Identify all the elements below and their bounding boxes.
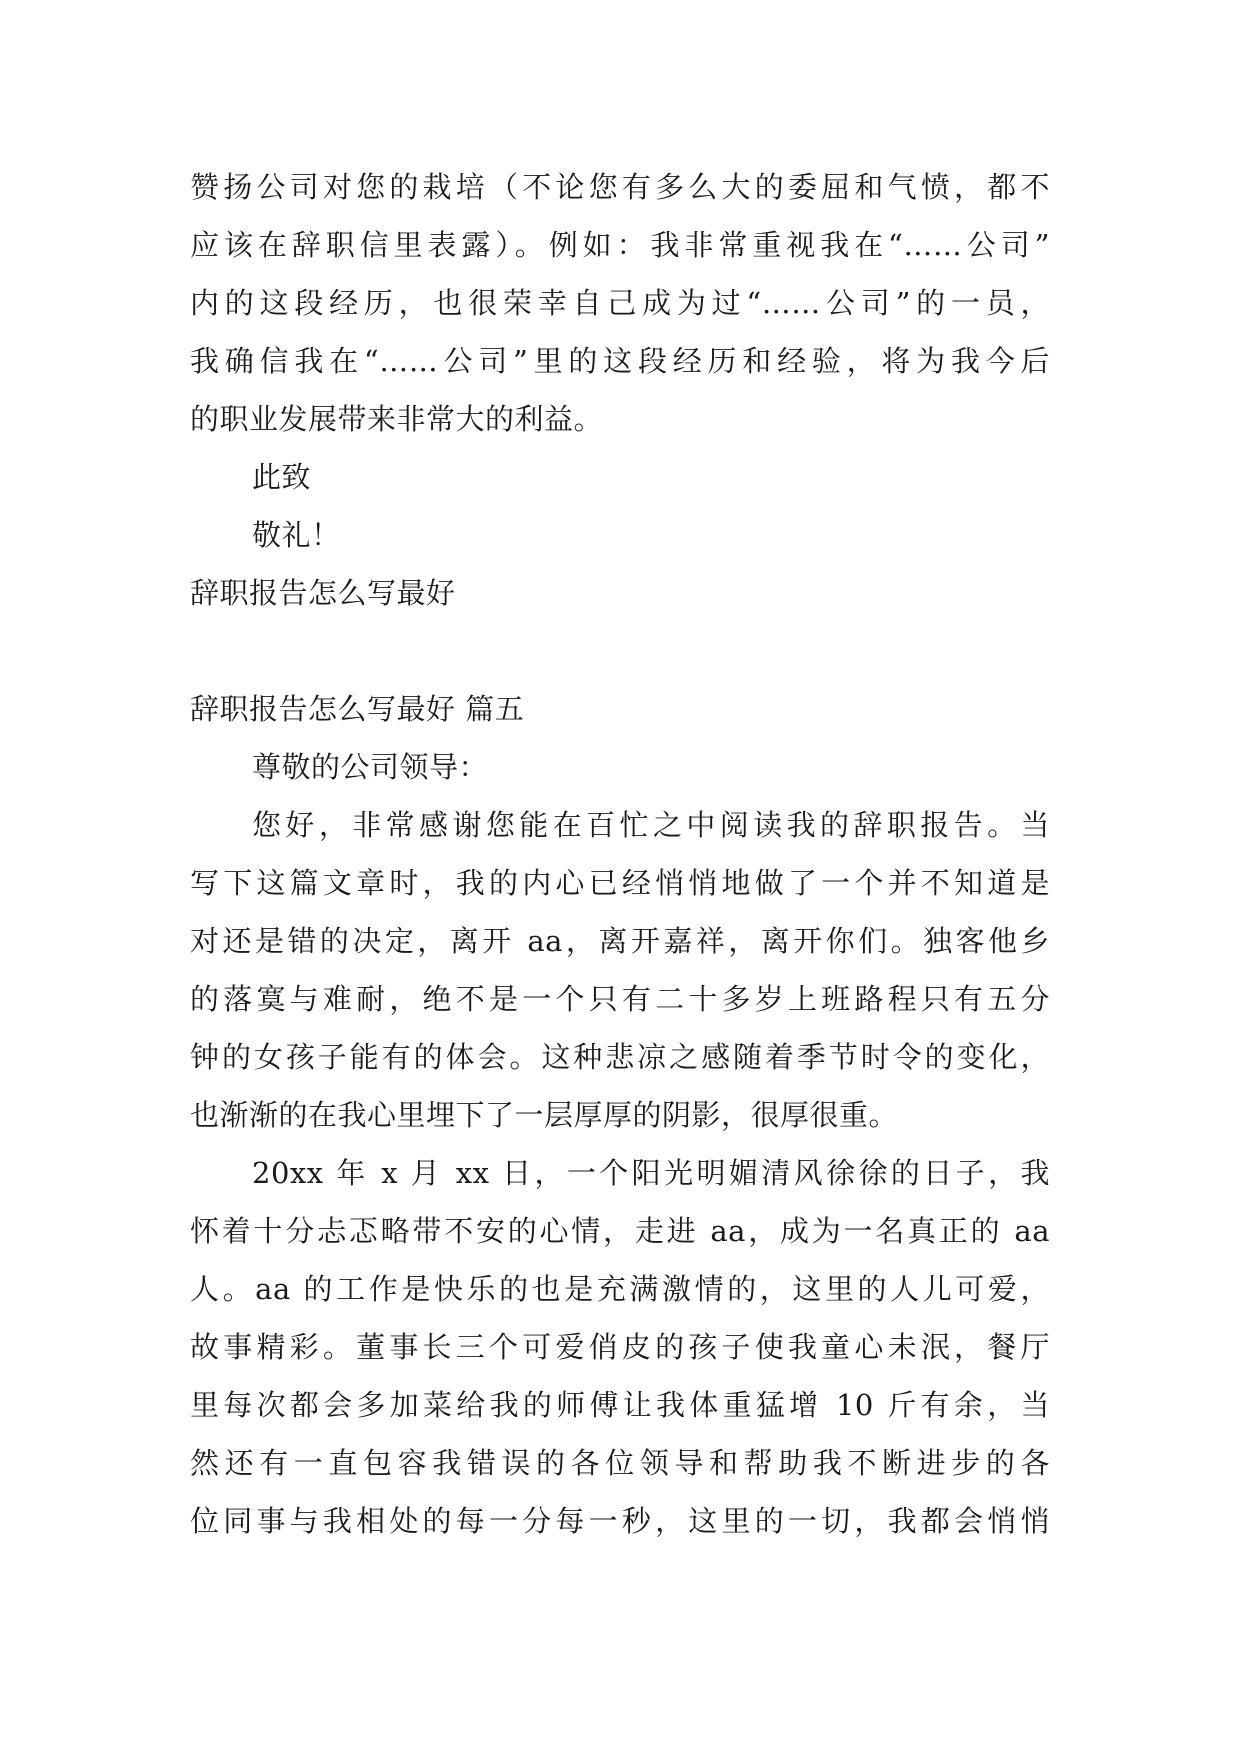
spacer	[190, 622, 1050, 680]
document-body	[190, 158, 1050, 1550]
text-line: 的落寞与难耐，绝不是一个只有二十多岁上班路程只有五分	[190, 982, 1050, 1016]
text-line: 人。aa 的工作是快乐的也是充满激情的，这里的人儿可爱，	[190, 1272, 1050, 1306]
text-line: 怀着十分忐忑略带不安的心情，走进 aa，成为一名真正的 aa	[190, 1214, 1050, 1248]
text-line: 20xx 年 x 月 xx 日，一个阳光明媚清风徐徐的日子，我	[252, 1156, 1050, 1190]
closing-salutation: 此致	[252, 460, 312, 494]
letter-greeting: 尊敬的公司领导：	[252, 750, 489, 784]
text-line: 内的这段经历，也很荣幸自己成为过“……公司”的一员，	[190, 286, 1050, 320]
text-line: 钟的女孩子能有的体会。这种悲凉之感随着季节时令的变化，	[190, 1040, 1050, 1074]
text-line: 我确信我在“……公司”里的这段经历和经验，将为我今后	[190, 344, 1050, 378]
text-line: 故事精彩。董事长三个可爱俏皮的孩子使我童心未泯，餐厅	[190, 1330, 1050, 1364]
text-line: 写下这篇文章时，我的内心已经悄悄地做了一个并不知道是	[190, 866, 1050, 900]
text-line: 位同事与我相处的每一分每一秒，这里的一切，我都会悄悄	[190, 1504, 1050, 1538]
letter-paragraph-2	[190, 1144, 1050, 1550]
text-line: 的职业发展带来非常大的利益。	[190, 402, 604, 436]
intro-paragraph	[190, 158, 1050, 448]
text-line: 也渐渐的在我心里埋下了一层厚厚的阴影，很厚很重。	[190, 1098, 899, 1132]
text-line: 赞扬公司对您的栽培（不论您有多么大的委屈和气愤，都不	[190, 170, 1050, 204]
letter-paragraph-1	[190, 796, 1050, 1144]
text-line: 里每次都会多加菜给我的师傅让我体重猛增 10 斤有余，当	[190, 1388, 1050, 1422]
section-heading: 辞职报告怎么写最好 篇五	[190, 692, 525, 726]
text-line: 然还有一直包容我错误的各位领导和帮助我不断进步的各	[190, 1446, 1050, 1480]
text-line: 应该在辞职信里表露）。例如：我非常重视我在“……公司”	[190, 228, 1050, 262]
text-line: 您好，非常感谢您能在百忙之中阅读我的辞职报告。当	[252, 808, 1050, 842]
closing-regards: 敬礼！	[252, 518, 341, 552]
document-title: 辞职报告怎么写最好	[190, 576, 456, 610]
text-line: 对还是错的决定，离开 aa，离开嘉祥，离开你们。独客他乡	[190, 924, 1050, 958]
